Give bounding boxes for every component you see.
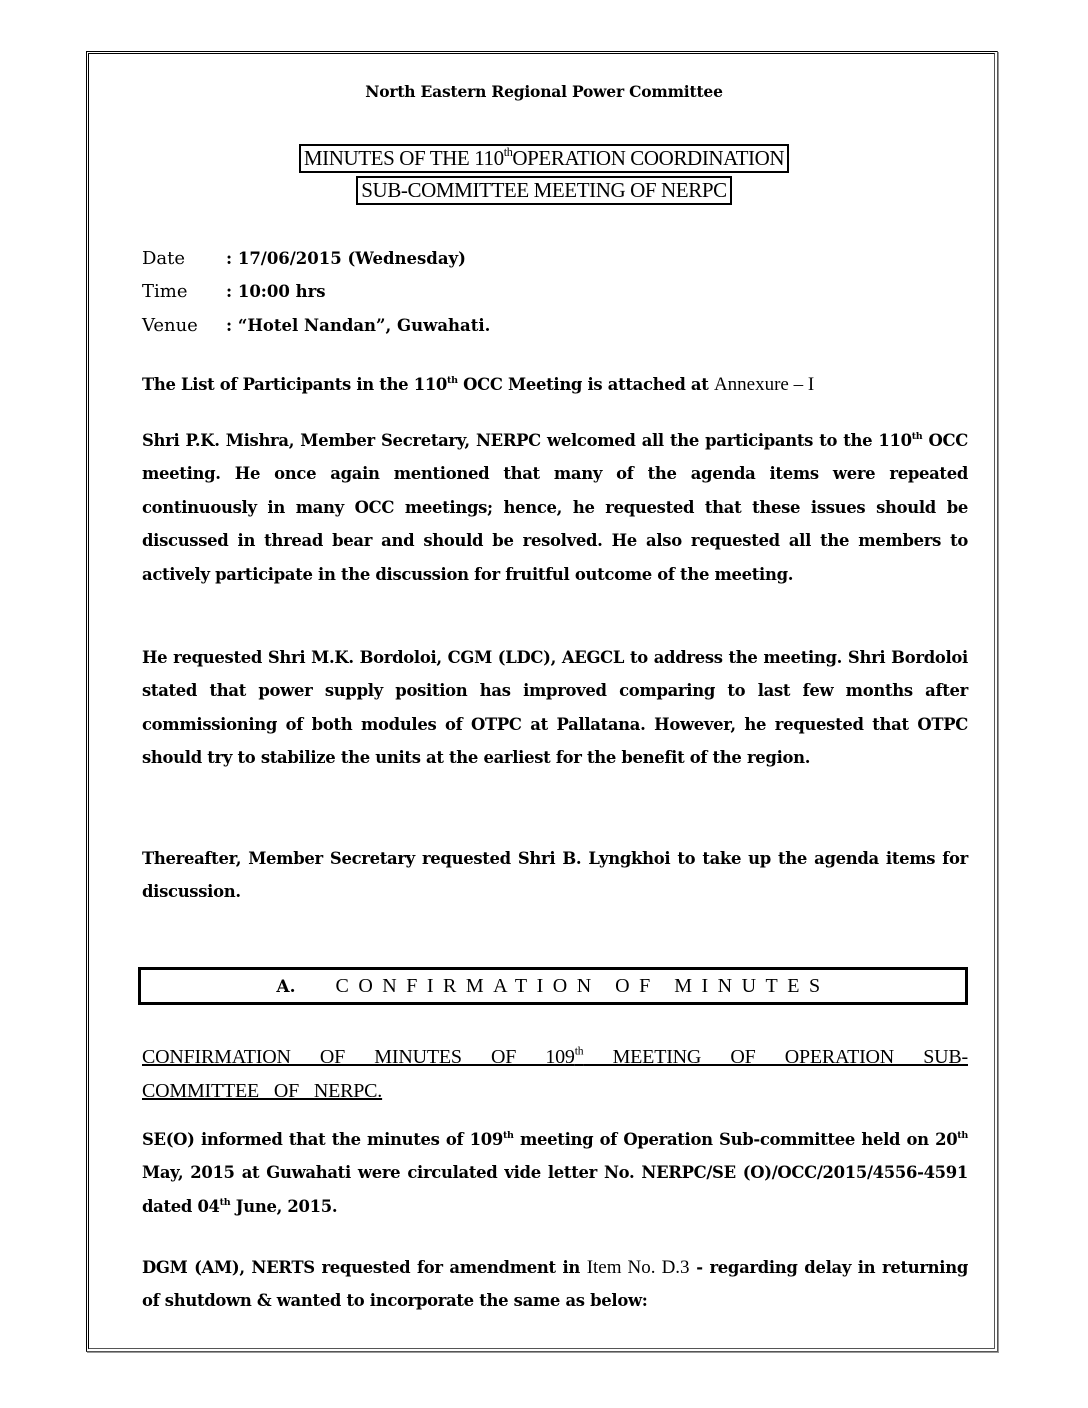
paragraph-amendment [142,1251,968,1318]
text: OCC meeting. He once again mentioned that many of the agenda items were repeated continuously in many OCC meetings; hence, he requested that these issues should be discussed in thread bear and should be resolved. He also requested all the members to actively participate in the discussion for fruitful outcome of the meeting. [142,431,968,584]
title-box-1 [299,144,789,173]
title-box-2: SUB-COMMITTEE MEETING OF NERPC [356,176,731,205]
title-pre: MINUTES OF THE 110 [303,146,504,170]
title-line-1 [0,144,1088,173]
title-line-2 [0,176,1088,205]
text: CONFIRMATION OF MINUTES OF 109 [142,1046,575,1068]
meta-value: : 17/06/2015 (Wednesday) [226,249,466,268]
paragraph-welcome [142,424,968,591]
title-post: OPERATION COORDINATION [512,146,785,170]
section-title: CONFIRMATION OF MINUTES [335,975,830,997]
meta-label: Time [142,281,188,302]
meta-label: Date [142,248,186,269]
meta-label: Venue [142,315,198,336]
paragraph-agenda: Thereafter, Member Secretary requested Shri B. Lyngkhoi to take up the agenda items for discussion. [142,849,968,902]
title-sup: th [503,144,513,159]
text: DGM (AM), NERTS requested for amendment in [142,1258,587,1277]
sup: th [219,1196,231,1208]
text: meeting of Operation Sub-committee held on 20 [513,1130,958,1149]
meta-value: : “Hotel Nandan”, Guwahati. [226,316,491,335]
text: MEETING OF OPERATION SUB-COMMITTEE OF NERPC. [142,1046,968,1102]
text: SE(O) informed that the minutes of 109 [142,1130,503,1149]
item-reference: Item No. D.3 [586,1257,690,1278]
section-letter: A. [276,977,296,997]
text: The List of Participants in the 110 [142,375,448,394]
sup: th [502,1129,514,1141]
meta-date [142,248,466,269]
meta-value: : 10:00 hrs [226,282,326,301]
text: June, 2015. [230,1196,338,1216]
text: OCC Meeting is attached at [457,375,714,394]
annexure-reference: Annexure – I [713,374,815,395]
text: May, 2015 at Guwahati were circulated vide letter No. NERPC/SE (O)/OCC/2015/4556-4591 dated 04 [142,1163,968,1216]
sup: th [447,374,458,386]
sup: th [957,1129,968,1141]
paragraph-bordoloi: He requested Shri M.K. Bordoloi, CGM (LDC), AEGCL to address the meeting. Shri Bordoloi stated that power supply position has improved comparing to last few months after commissioning of both modules of OTPC at Pallatana. However, he requested that OTPC should try to stabilize the units at the earliest for the benefit of the region. [142,648,968,768]
section-header-a [138,967,968,1005]
text: - regarding delay in returning of shutdown & wanted to incorporate the same as below: [142,1258,968,1311]
sup: th [911,430,923,442]
participants-line [142,368,968,401]
paragraph-circulation [142,1123,968,1223]
text: Shri P.K. Mishra, Member Secretary, NERPC welcomed all the participants to the 110 [142,431,912,450]
meta-time [142,281,326,302]
subheading-confirmation [142,1040,968,1108]
meta-venue [142,315,490,336]
sup: th [574,1044,584,1058]
organization-name: North Eastern Regional Power Committee [365,82,723,101]
